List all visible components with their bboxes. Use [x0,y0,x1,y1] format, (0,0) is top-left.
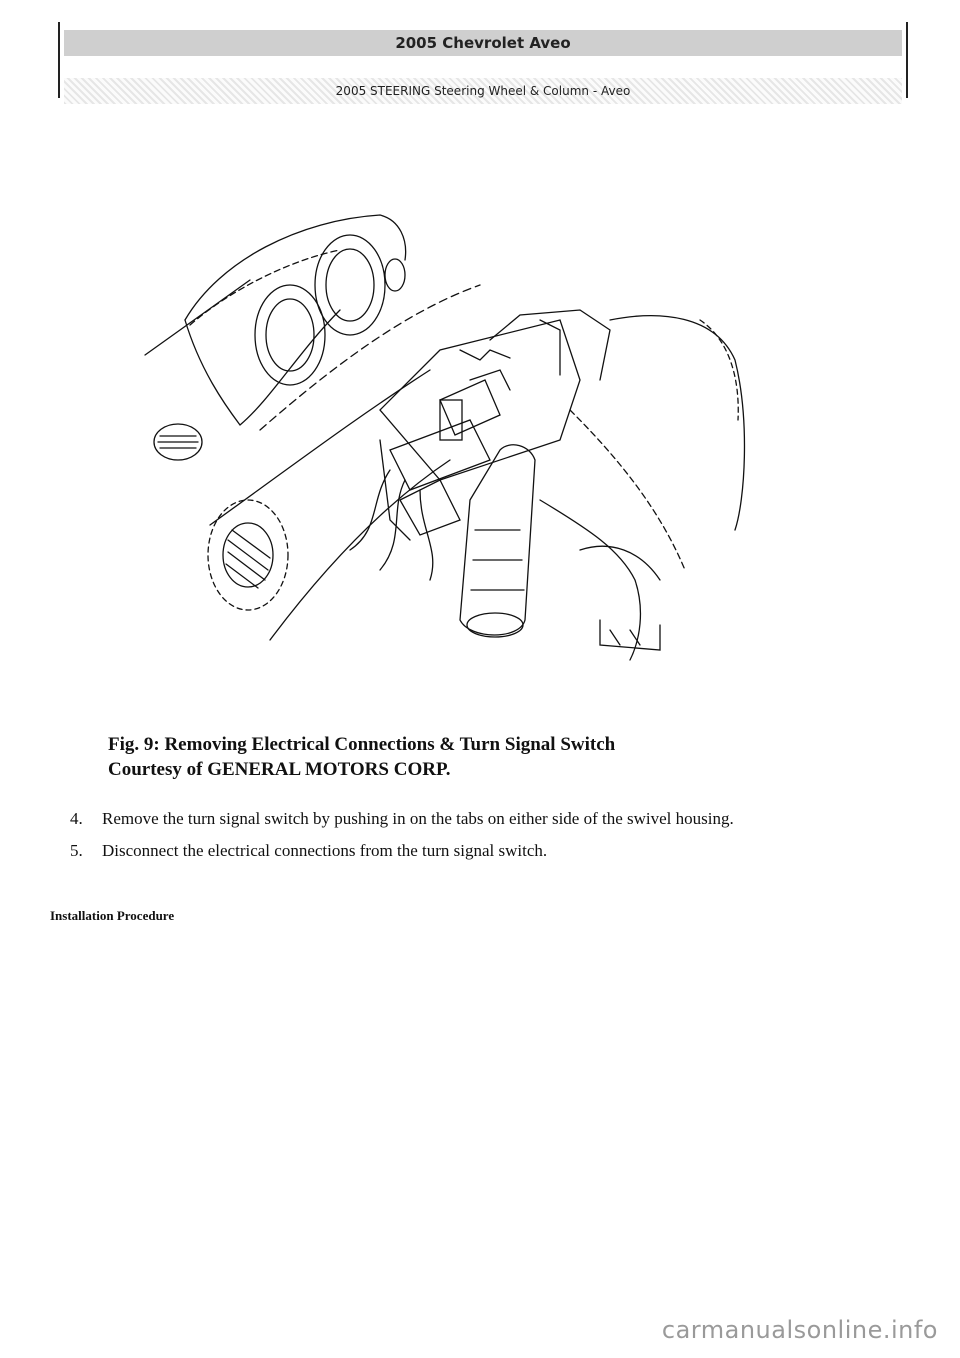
caption-title: Fig. 9: Removing Electrical Connections & Turn Signal Switch [108,734,616,755]
list-item [70,806,870,832]
steering-column-illustration [140,200,760,670]
figure-caption [108,732,615,782]
caption-credit: Courtesy of GENERAL MOTORS CORP. [108,759,451,780]
step-text: Remove the turn signal switch by pushing in on the tabs on either side of the swivel housing. [102,809,734,828]
step-number: 5. [70,841,83,860]
watermark: carmanualsonline.info [661,1316,938,1344]
list-item [70,838,870,864]
document-header [58,22,908,98]
procedure-steps [70,806,870,870]
header-subtitle: 2005 STEERING Steering Wheel & Column - Aveo [64,78,902,104]
step-text: Disconnect the electrical connections from the turn signal switch. [102,841,548,860]
section-heading: Installation Procedure [50,908,175,923]
header-title: 2005 Chevrolet Aveo [64,30,902,56]
step-number: 4. [70,809,83,828]
